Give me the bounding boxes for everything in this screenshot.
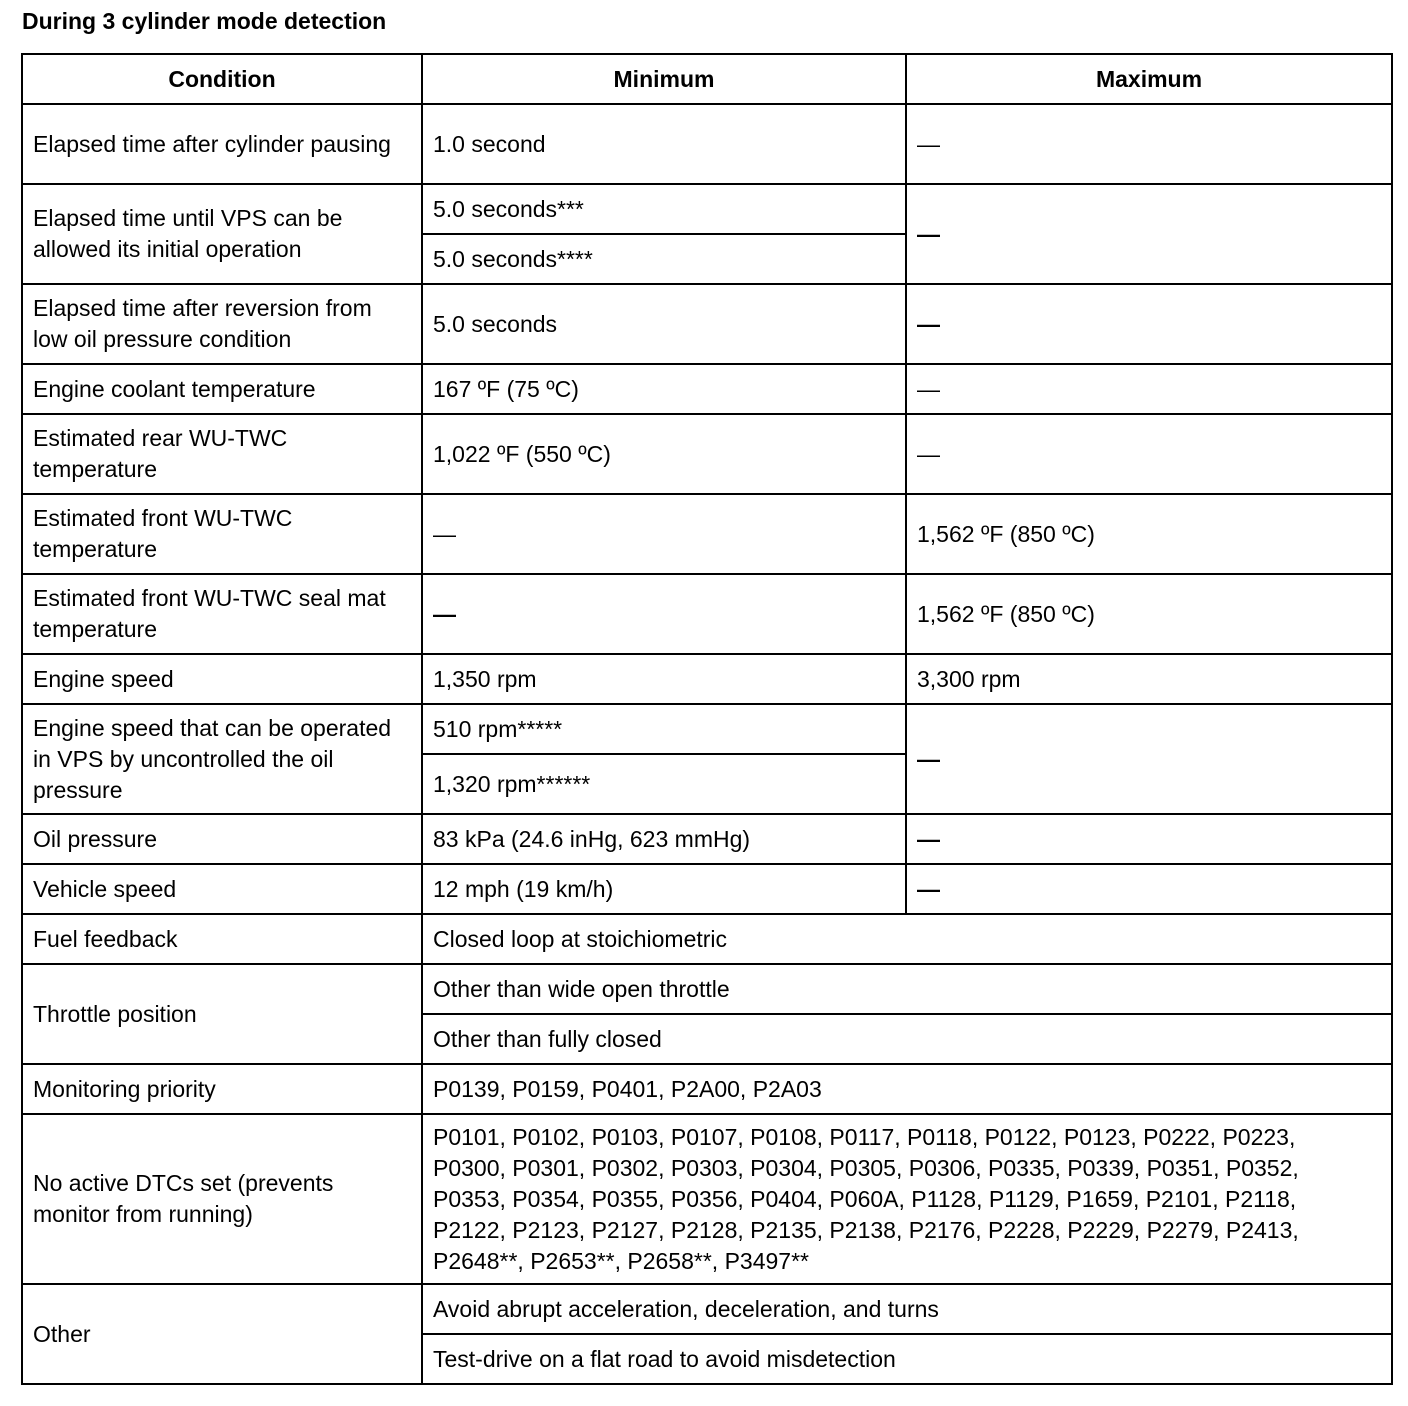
dash-value: — — [433, 520, 456, 547]
condition-cell: Elapsed time after reversion from low oil pressure condition — [22, 284, 422, 364]
maximum-cell: 1,562 ºF (850 ºC) — [906, 574, 1392, 654]
minimum-cell: 1,350 rpm — [422, 654, 906, 704]
condition-cell: Monitoring priority — [22, 1064, 422, 1114]
condition-cell: Vehicle speed — [22, 864, 422, 914]
condition-cell: Estimated rear WU-TWC temperature — [22, 414, 422, 494]
minimum-cell — [422, 494, 906, 574]
column-header-maximum: Maximum — [906, 54, 1392, 104]
minimum-cell: 510 rpm***** — [422, 704, 906, 754]
minimum-cell: 1.0 second — [422, 104, 906, 184]
table-row — [22, 1284, 1392, 1334]
value-cell: Closed loop at stoichiometric — [422, 914, 1392, 964]
minimum-cell: 167 ºF (75 ºC) — [422, 364, 906, 414]
condition-cell: Elapsed time until VPS can be allowed its initial operation — [22, 184, 422, 284]
table-row — [22, 284, 1392, 364]
table-row — [22, 1064, 1392, 1114]
table-row — [22, 184, 1392, 234]
condition-cell: Fuel feedback — [22, 914, 422, 964]
minimum-cell: 1,320 rpm****** — [422, 754, 906, 814]
condition-cell: Elapsed time after cylinder pausing — [22, 104, 422, 184]
dtc-line: P2122, P2123, P2127, P2128, P2135, P2138, P2176, P2228, P2229, P2279, P2413, — [433, 1216, 1299, 1243]
minimum-cell: 5.0 seconds**** — [422, 234, 906, 284]
dtc-list-cell — [422, 1114, 1392, 1284]
table-row — [22, 574, 1392, 654]
dtc-line: P0300, P0301, P0302, P0303, P0304, P0305, P0306, P0335, P0339, P0351, P0352, — [433, 1154, 1299, 1181]
table-row — [22, 1114, 1392, 1284]
minimum-cell: 5.0 seconds*** — [422, 184, 906, 234]
dash-value: — — [917, 220, 940, 247]
maximum-cell — [906, 704, 1392, 814]
minimum-cell: 5.0 seconds — [422, 284, 906, 364]
maximum-cell — [906, 864, 1392, 914]
column-header-condition: Condition — [22, 54, 422, 104]
value-cell: P0139, P0159, P0401, P2A00, P2A03 — [422, 1064, 1392, 1114]
minimum-cell: 1,022 ºF (550 ºC) — [422, 414, 906, 494]
maximum-cell: 1,562 ºF (850 ºC) — [906, 494, 1392, 574]
table-row — [22, 654, 1392, 704]
maximum-cell — [906, 364, 1392, 414]
dash-value: — — [917, 745, 940, 772]
conditions-table — [21, 53, 1393, 1385]
section-heading: During 3 cylinder mode detection — [22, 8, 387, 34]
table-row — [22, 414, 1392, 494]
dash-value: — — [917, 375, 940, 402]
condition-cell: No active DTCs set (prevents monitor from running) — [22, 1114, 422, 1284]
table-row — [22, 964, 1392, 1014]
table-row — [22, 104, 1392, 184]
dash-value: — — [433, 600, 456, 627]
condition-cell: Engine coolant temperature — [22, 364, 422, 414]
dash-value: — — [917, 825, 940, 852]
maximum-cell — [906, 814, 1392, 864]
maximum-cell — [906, 284, 1392, 364]
dash-value: — — [917, 875, 940, 902]
condition-cell: Estimated front WU-TWC temperature — [22, 494, 422, 574]
value-cell: Other than fully closed — [422, 1014, 1392, 1064]
table-row — [22, 914, 1392, 964]
condition-cell: Engine speed — [22, 654, 422, 704]
condition-cell: Throttle position — [22, 964, 422, 1064]
dash-value: — — [917, 440, 940, 467]
table-row — [22, 864, 1392, 914]
value-cell: Other than wide open throttle — [422, 964, 1392, 1014]
header-row — [22, 54, 1392, 104]
condition-cell: Estimated front WU-TWC seal mat temperature — [22, 574, 422, 654]
table-row — [22, 364, 1392, 414]
minimum-cell — [422, 574, 906, 654]
minimum-cell: 12 mph (19 km/h) — [422, 864, 906, 914]
condition-cell: Other — [22, 1284, 422, 1384]
dtc-line: P0353, P0354, P0355, P0356, P0404, P060A, P1128, P1129, P1659, P2101, P2118, — [433, 1185, 1297, 1212]
dash-value: — — [917, 310, 940, 337]
column-header-minimum: Minimum — [422, 54, 906, 104]
table-row — [22, 494, 1392, 574]
dash-value: — — [917, 130, 940, 157]
table-row — [22, 814, 1392, 864]
dtc-line: P2648**, P2653**, P2658**, P3497** — [433, 1247, 809, 1274]
maximum-cell — [906, 104, 1392, 184]
value-cell: Test-drive on a flat road to avoid misdetection — [422, 1334, 1392, 1384]
condition-cell: Oil pressure — [22, 814, 422, 864]
dtc-line: P0101, P0102, P0103, P0107, P0108, P0117, P0118, P0122, P0123, P0222, P0223, — [433, 1123, 1296, 1150]
maximum-cell: 3,300 rpm — [906, 654, 1392, 704]
maximum-cell — [906, 184, 1392, 284]
condition-cell: Engine speed that can be operated in VPS by uncontrolled the oil pressure — [22, 704, 422, 814]
value-cell: Avoid abrupt acceleration, deceleration, and turns — [422, 1284, 1392, 1334]
maximum-cell — [906, 414, 1392, 494]
table-row — [22, 704, 1392, 754]
minimum-cell: 83 kPa (24.6 inHg, 623 mmHg) — [422, 814, 906, 864]
